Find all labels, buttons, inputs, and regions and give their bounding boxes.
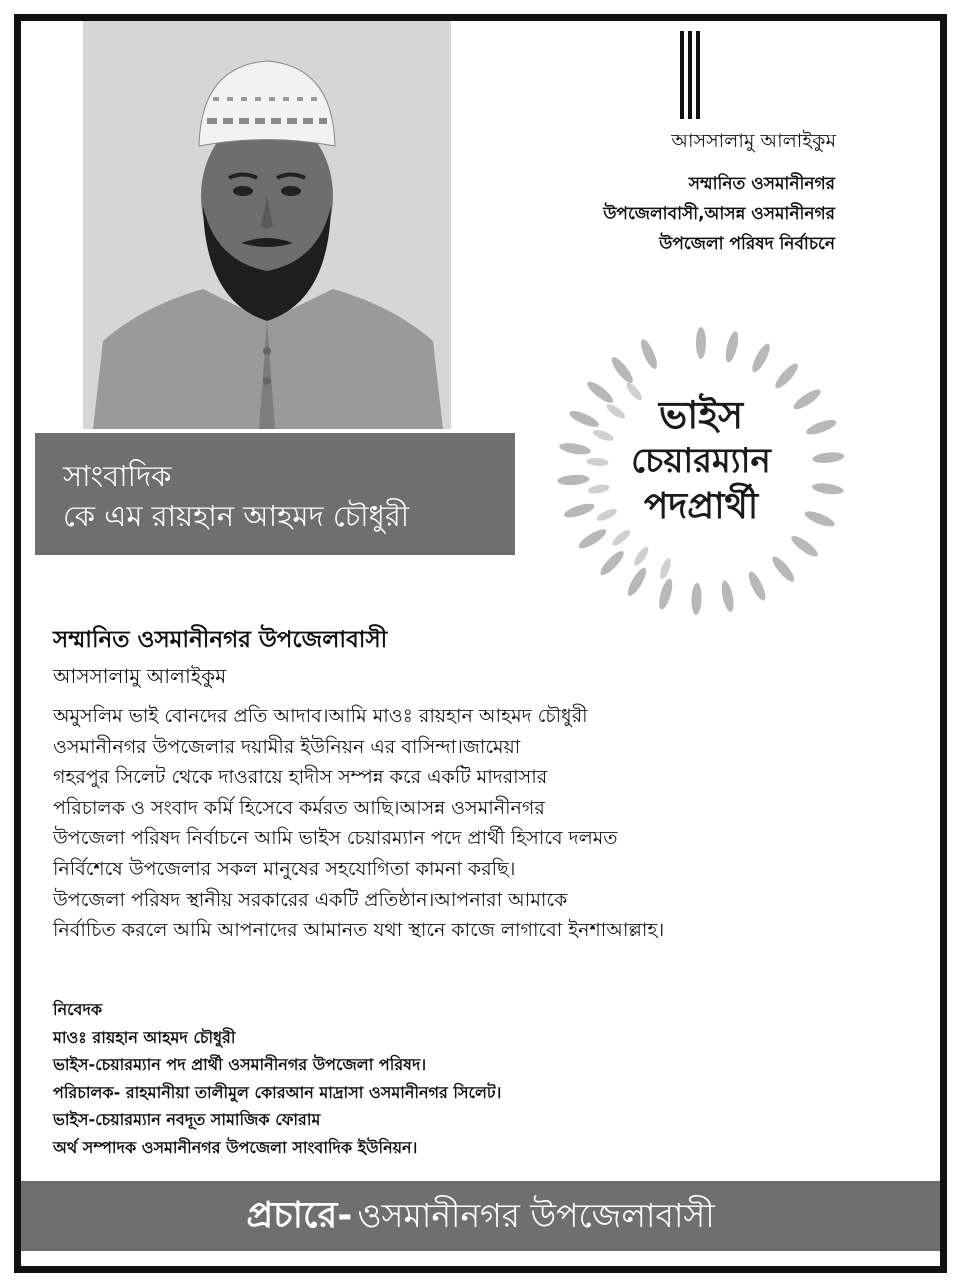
badge-line-3: পদপ্রার্থী [643, 486, 759, 527]
paragraph-line: উপজেলা পরিষদ স্থানীয় সরকারের একটি প্রতিষ্ঠান।আপনারা আমাকে [53, 888, 568, 911]
paragraph-line: উপজেলা পরিষদ নির্বাচনে আমি ভাইস চেয়ারম্যান পদে প্রার্থী হিসাবে দলমত [53, 827, 618, 850]
candidacy-badge [551, 321, 851, 621]
candidate-title: সাংবাদিক [63, 459, 172, 493]
signature-block [53, 996, 501, 1161]
paragraph-line: পরিচালক ও সংবাদ কর্মি হিসেবে কর্মরত আছি।আসন্ন ওসমানীনগর [53, 796, 545, 819]
invite-line: উপজেলাবাসী,আসন্ন ওসমানীনগর [603, 204, 835, 224]
signature-label: নিবেদক [53, 1000, 103, 1019]
body-heading: সম্মানিত ওসমানীনগর উপজেলাবাসী [53, 627, 388, 653]
signature-line: ভাইস-চেয়ারম্যান নবদূত সামাজিক ফোরাম [53, 1110, 321, 1129]
badge-line-1: ভাইস [658, 393, 744, 437]
paragraph-line: নির্বিশেষে উপজেলার সকল মানুষের সহযোগিতা কামনা করছি। [53, 857, 516, 880]
body-greeting: আসসালামু আলাইকুম [53, 664, 227, 688]
signature-line: পরিচালক- রাহমানীয়া তালীমুল কোরআন মাদ্রাসা ওসমানীনগর সিলেট। [53, 1082, 502, 1102]
top-greeting: আসসালামু আলাইকুম [671, 130, 836, 152]
footer-text: ওসমানীনগর উপজেলাবাসী [357, 1196, 715, 1235]
invite-line: উপজেলা পরিষদ নির্বাচনে [659, 234, 835, 254]
paragraph-line: নির্বাচিত করলে আমি আপনাদের আমানত যথা স্থানে কাজে লাগাবো ইনশাআল্লাহ। [53, 919, 665, 942]
paragraph-line: অমুসলিম ভাই বোনদের প্রতি আদাব।আমি মাওঃ রায়হান আহমদ চৌধুরী [53, 705, 588, 727]
candidate-name-band [35, 433, 515, 555]
decorative-bars [680, 31, 700, 119]
paragraph-line: গহরপুর সিলেট থেকে দাওরায়ে হাদীস সম্পন্ন করে একটি মাদরাসার [53, 766, 548, 789]
badge-line-2: চেয়ারম্যান [631, 441, 771, 481]
top-invitation [529, 169, 835, 259]
footer-prefix: প্রচারে- [246, 1195, 353, 1236]
signature-line: মাওঃ রায়হান আহমদ চৌধুরী [53, 1027, 236, 1047]
candidate-photo [83, 21, 451, 429]
signature-line: অর্থ সম্পাদক ওসমানীনগর উপজেলা সাংবাদিক ইউনিয়ন। [53, 1137, 418, 1157]
body-paragraph [53, 701, 893, 946]
footer-band [21, 1181, 940, 1251]
poster-frame [14, 14, 947, 1273]
invite-line: সম্মানিত ওসমানীনগর [688, 174, 835, 194]
signature-line: ভাইস-চেয়ারম্যান পদ প্রার্থী ওসমানীনগর উপজেলা পরিষদ। [53, 1055, 427, 1074]
candidate-name: কে এম রায়হান আহমদ চৌধুরী [63, 499, 410, 533]
paragraph-line: ওসমানীনগর উপজেলার দয়ামীর ইউনিয়ন এর বাসিন্দা।জামেয়া [53, 735, 521, 758]
